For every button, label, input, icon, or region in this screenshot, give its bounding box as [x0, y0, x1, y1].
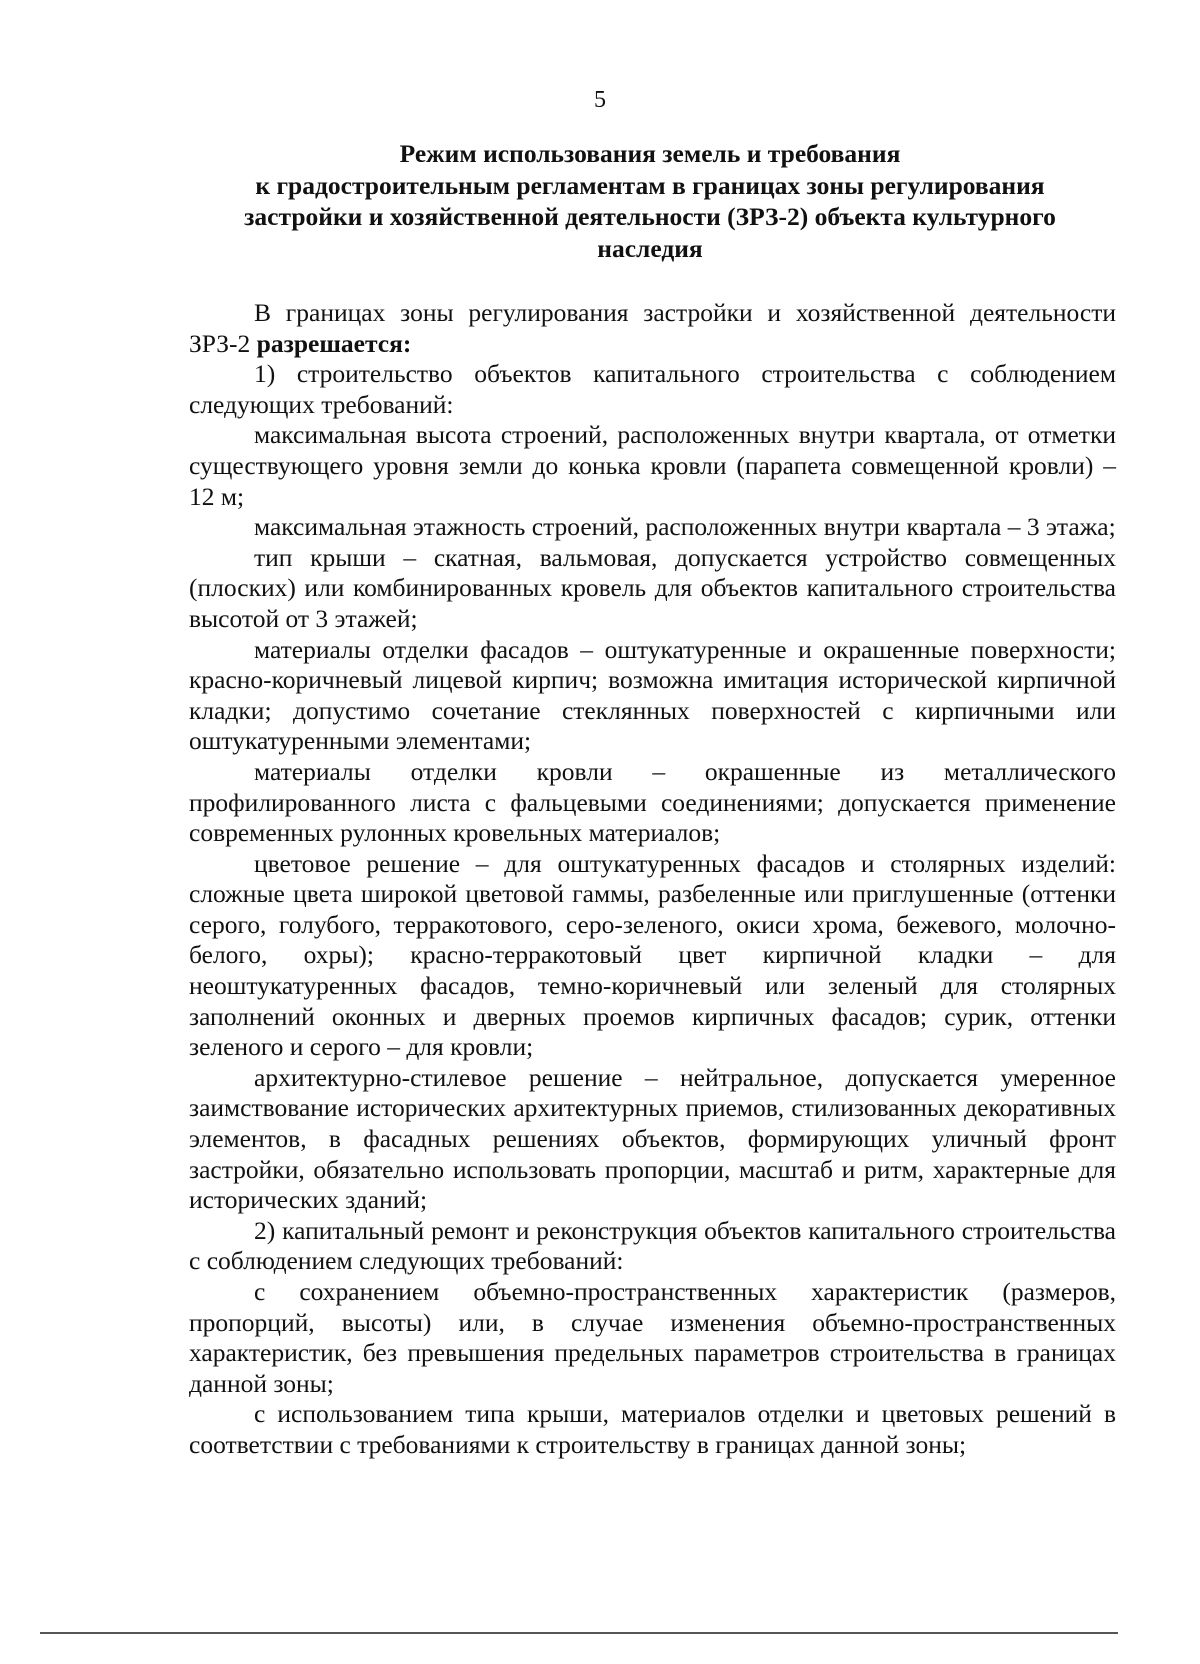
heading-line-3: застройки и хозяйственной деятельности (ЗРЗ-2) объекта культурного — [244, 202, 1056, 231]
paragraph-color-scheme: цветовое решение – для оштукатуренных фасадов и столярных изделий: сложные цвета широкой цветовой гаммы, разбеленные или приглушенные (оттенки серого, голубого, терракотового, серо-зеленого, окиси хрома, бежевого, молочно-белого, охры); красно-терракотовый цвет кирпичной кладки – для неоштукатуренных фасадов, темно-коричневый или зеленый для столярных заполнений оконных и дверных проемов кирпичных фасадов; сурик, оттенки зеленого и серого – для кровли; — [189, 848, 1116, 1062]
paragraph-intro-bold: разрешается: — [256, 328, 412, 358]
paragraph-roof-usage: с использованием типа крыши, материалов отделки и цветовых решений в соответствии с требованиями к строительству в границах данной зоны; — [189, 1399, 1116, 1459]
paragraph-intro — [189, 298, 1116, 359]
paragraph-item-1: 1) строительство объектов капитального строительства с соблюдением следующих требований: — [189, 359, 1116, 419]
document-heading — [190, 138, 1110, 264]
heading-line-2: к градостроительным регламентам в границах зоны регулирования — [255, 170, 1045, 200]
heading-line-4: наследия — [597, 233, 703, 263]
paragraph-intro-text: В границах зоны регулирования застройки и хозяйственной деятельности ЗРЗ-2 — [189, 298, 1116, 358]
footer-divider — [40, 1632, 1118, 1634]
paragraph-max-floors: максимальная этажность строений, расположенных внутри квартала – 3 этажа; — [254, 512, 1116, 542]
paragraph-max-height: максимальная высота строений, расположенных внутри квартала, от отметки существующего уровня земли до конька кровли (парапета совмещенной кровли) – 12 м; — [189, 420, 1116, 511]
paragraph-architectural-style: архитектурно-стилевое решение – нейтральное, допускается умеренное заимствование исторических архитектурных приемов, стилизованных декоративных элементов, в фасадных решениях объектов, формирующих уличный фронт застройки, обязательно использовать пропорции, масштаб и ритм, характерные для исторических зданий; — [189, 1062, 1116, 1215]
heading-line-1: Режим использования земель и требования — [399, 139, 901, 168]
paragraph-item-2: 2) капитальный ремонт и реконструкция объектов капитального строительства с соблюдением следующих требований: — [189, 1215, 1116, 1276]
paragraph-facade-materials: материалы отделки фасадов – оштукатуренные и окрашенные поверхности; красно-коричневый лицевой кирпич; возможна имитация исторической кирпичной кладки; допустимо сочетание стеклянных поверхностей с кирпичными или оштукатуренными элементами; — [189, 634, 1116, 756]
page-number: 5 — [594, 87, 606, 113]
paragraph-roof-type: тип крыши – скатная, вальмовая, допускается устройство совмещенных (плоских) или комбинированных кровель для объектов капитального строительства высотой от 3 этажей; — [189, 542, 1116, 633]
paragraph-preservation: с сохранением объемно-пространственных характеристик (размеров, пропорций, высоты) или, в случае изменения объемно-пространственных характеристик, без превышения предельных параметров строительства в границах данной зоны; — [189, 1277, 1116, 1398]
paragraph-roof-materials: материалы отделки кровли – окрашенные из металлического профилированного листа с фальцевыми соединениями; допускается применение современных рулонных кровельных материалов; — [189, 756, 1116, 848]
document-body — [189, 298, 1116, 1461]
